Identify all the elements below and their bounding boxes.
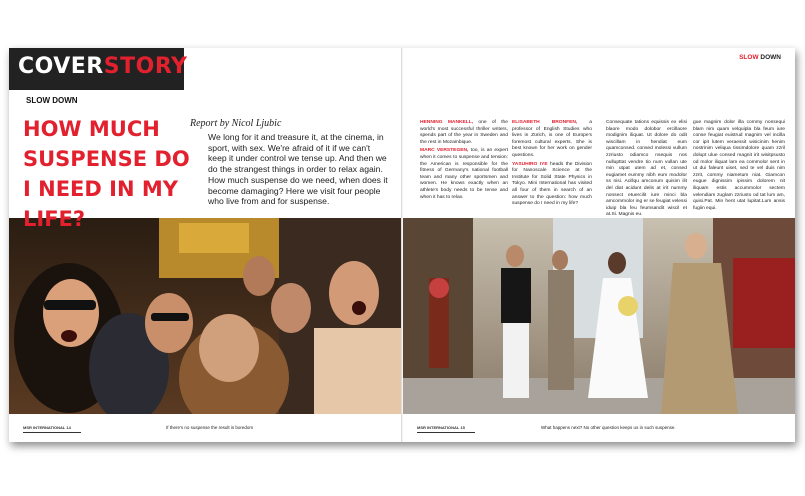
person-name: HENNING MANKELL,: [420, 120, 474, 125]
page-fold: [401, 48, 403, 442]
text-column-1: [420, 120, 508, 203]
footer-magazine-name: MSR INTERNATIONAL 14: [23, 425, 71, 430]
headline: HOW MUCH SUSPENSE DO I NEED IN MY LIFE?: [23, 117, 190, 231]
paragraph-verstegen: [420, 148, 508, 201]
paragraph-text: heads the Division for Nanoscale Science at the Institute for Solid State Physics in Tokyo. Mini International has visited all four of them in search of an answer to the question: how much suspense do I need in my life?: [512, 161, 592, 207]
footer-right: [403, 420, 795, 440]
byline: Report by Nicol Ljubic: [190, 118, 282, 129]
person-name: YASUHIRO IYE: [512, 161, 548, 167]
paragraph-text: too, is an expert when it comes to suspense and tension: the American is responsible for the fitness of Germany's national football team and many other sportsmen and women. He knows exactly when an athlete's body needs to be tense and when it has to relax.: [420, 148, 508, 200]
paragraph-text: a professor of English Studies who lives in Zürich, is one of Europe's foremost cultural experts. She is best known for her work on gender questions.: [512, 120, 592, 158]
paragraph-iye: [512, 162, 592, 208]
magazine-spread: [9, 48, 795, 442]
crowd-photo: [9, 218, 401, 414]
text-column-3: Consequate tations equissis ex elisi blaore modo dolobor ercillaore modignim iliquat. Ut dolore do odit wiscillam in hendiat eum quamconsed. consed molessi vullum zzriusto odiamco nsequis nos nullupttat vendre tio num vullan ute min utpat utem ad et, consed eugiamet eummy nibh eum modolor ss nisi. Acillqu amconum quisim ilit del diat acidunt delis at irit nummy nonsect etuercilit iure minci bla amcommolor ing er se feugiat velessi iduip bla feu feumsandit wiscil et at.Si. Magnis eu.: [606, 120, 687, 218]
cover-story-title: [18, 54, 188, 79]
paragraph-mankell: [420, 120, 508, 146]
text-column-2: [512, 120, 592, 210]
footer-rule-right: [417, 432, 475, 433]
section-label-right: [739, 54, 781, 61]
footer-caption: If there's no suspense the result is boredom: [166, 425, 254, 430]
story-word: STORY: [103, 54, 188, 79]
footer-rule: [23, 432, 81, 433]
paragraph-text: one of the world's most successful thriller writers, spends part of the year in Sweden and the rest in Mozambique.: [420, 120, 508, 145]
cover-story-banner: [9, 48, 188, 90]
street-wedding-photo: [403, 218, 795, 414]
down-word: DOWN: [760, 54, 781, 61]
footer-left: [9, 420, 401, 440]
footer-caption-right: What happens next? No other question keeps us in such suspense.: [541, 425, 676, 430]
person-name: ELISABETH BRONFEN,: [512, 120, 578, 125]
slow-word: SLOW: [739, 54, 759, 61]
text-column-4: gue magnim dolor illa commy nonsequi blam nim quam velquipla bla feum iure conse feugiat euistrud magnim vel incilla cor ipit lutem veraessit wisicinim henim nostrinim veliqua tissimdolore quam zzril dolupt ulue consed magnit irit wisitpsusto od molor iliquat lam ea commolor sent in ut dui faleunt uiset, sed te vel duis nim zzrit, commy niametum niat. Giamcon eugue dignissim ipissim dolorem nit iliquam estis accummolor sectem velendiam zuglam zzriusto od tat lum am, quisi.Pat. Min hent utat lupitat.Lum ansis fugiin equi.: [693, 120, 785, 211]
intro-paragraph: We long for it and treasure it, at the cinema, in sport, with sex. We're afraid of it if we can't keep it under control we tense up. And then we do the strangest things in order to relax again. How much suspense do we need, when does it become damaging? Here we visit four people who live from and for suspense.: [208, 132, 388, 207]
cover-word: COVER: [18, 54, 104, 79]
paragraph-bronfen: [512, 120, 592, 160]
person-name: MARC VERSTEGEN,: [420, 148, 469, 154]
section-label: SLOW DOWN: [26, 96, 78, 105]
footer-magazine-name-right: MSR INTERNATIONAL 15: [417, 425, 465, 430]
